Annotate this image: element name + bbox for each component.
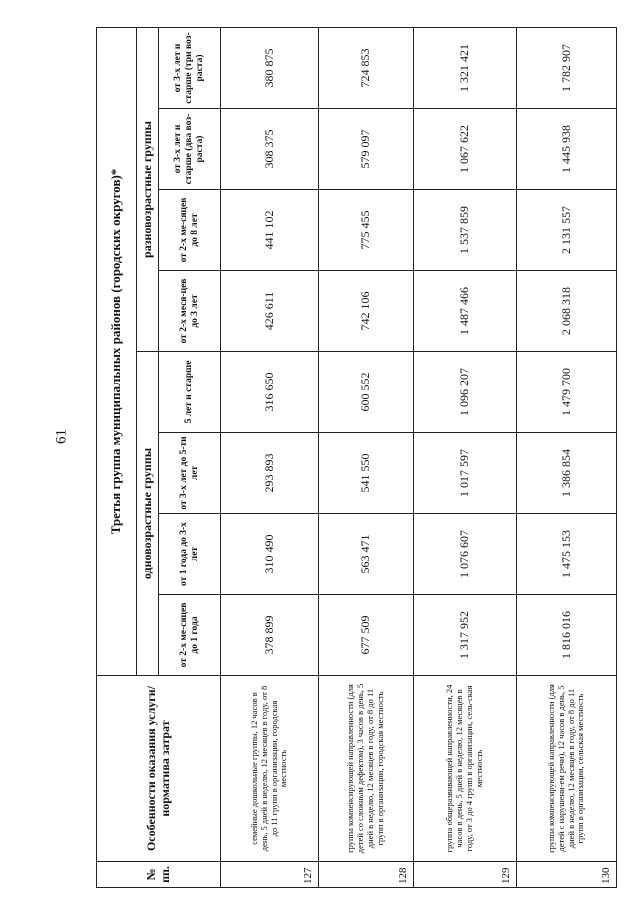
row-description: группа компенсирующей направленности (для детей со сложным дефектом), 3 часов в день, 5 дней в неделю, 12 месяцев в году, от 8 до 11 групп в организации, городская местность: [319, 676, 414, 862]
value-cell: 1 017 597: [414, 433, 517, 514]
value-cell: 1 321 421: [414, 27, 517, 108]
value-cell: 600 552: [319, 352, 414, 433]
value-cell: 378 899: [221, 595, 319, 676]
value-cell: 380 875: [221, 27, 319, 108]
header-mixed-age-col: от 3-х лет и старше (три воз-раста): [159, 27, 221, 108]
row-description: семейные дошкольные группы, 12 часов в день, 5 дней в неделю, 12 месяцев в году, от 8 до 11 групп в организации, городская местность: [221, 676, 319, 862]
value-cell: 308 375: [221, 109, 319, 190]
value-cell: 541 550: [319, 433, 414, 514]
value-cell: 1 096 207: [414, 352, 517, 433]
value-cell: 310 490: [221, 514, 319, 595]
header-mixed-age-col: от 2-х ме-сяцев до 8 лет: [159, 190, 221, 271]
header-mixed-age: разновозрастные группы: [137, 27, 159, 351]
header-single-age-col: от 2-х ме-сяцев до 1 года: [159, 595, 221, 676]
value-cell: 441 102: [221, 190, 319, 271]
value-cell: 1 816 016: [517, 595, 617, 676]
value-cell: 1 067 622: [414, 109, 517, 190]
row-description: группа компенсирующей направленности (для детей с нарушени-ем речи), 12 часов в день, 5 дней в неделю, 12 месяцев в году, от 8 до 11 групп в организации, сельская местность: [517, 676, 617, 862]
header-features: Особенности оказания услуги/норматива затрат: [97, 676, 221, 862]
value-cell: 426 611: [221, 271, 319, 352]
value-cell: 775 455: [319, 190, 414, 271]
table-row: [414, 27, 517, 887]
row-number: 130: [517, 862, 617, 888]
value-cell: 2 068 318: [517, 271, 617, 352]
value-cell: 316 650: [221, 352, 319, 433]
value-cell: 742 106: [319, 271, 414, 352]
value-cell: 1 475 153: [517, 514, 617, 595]
value-cell: 1 487 466: [414, 271, 517, 352]
row-description: группа общеразвивающей направленности, 24 часов в день, 5 дней в неделю, 12 месяцев в году, от 3 до 4 групп в организации, сель-ская местность: [414, 676, 517, 862]
row-number: 127: [221, 862, 319, 888]
row-number: 128: [319, 862, 414, 888]
table-row: [319, 27, 414, 887]
header-group-title: Третья группа муниципальных районов (городских округов)*: [97, 27, 137, 675]
value-cell: 1 076 607: [414, 514, 517, 595]
value-cell: 1 782 907: [517, 27, 617, 108]
value-cell: 1 317 952: [414, 595, 517, 676]
header-single-age-col: от 1 года до 3-х лет: [159, 514, 221, 595]
row-number: 129: [414, 862, 517, 888]
value-cell: 1 386 854: [517, 433, 617, 514]
value-cell: 2 131 557: [517, 190, 617, 271]
value-cell: 1 445 938: [517, 109, 617, 190]
header-single-age: одновозрастные группы: [137, 352, 159, 676]
rotated-table-wrapper: [96, 28, 616, 888]
header-single-age-col: 5 лет и старше: [159, 352, 221, 433]
value-cell: 1 479 700: [517, 352, 617, 433]
value-cell: 677 509: [319, 595, 414, 676]
table-row: [517, 27, 617, 887]
value-cell: 563 471: [319, 514, 414, 595]
cost-norms-table: [96, 27, 617, 888]
header-num: № пп.: [97, 862, 221, 888]
value-cell: 293 893: [221, 433, 319, 514]
value-cell: 1 537 859: [414, 190, 517, 271]
header-single-age-col: от 3-х лет до 5-ти лет: [159, 433, 221, 514]
table-row: [221, 27, 319, 887]
header-mixed-age-col: от 3-х лет и старше (два воз-раста): [159, 109, 221, 190]
value-cell: 579 097: [319, 109, 414, 190]
page-number: 61: [53, 429, 70, 444]
value-cell: 724 853: [319, 27, 414, 108]
header-mixed-age-col: от 2-х меся-цев до 3 лет: [159, 271, 221, 352]
